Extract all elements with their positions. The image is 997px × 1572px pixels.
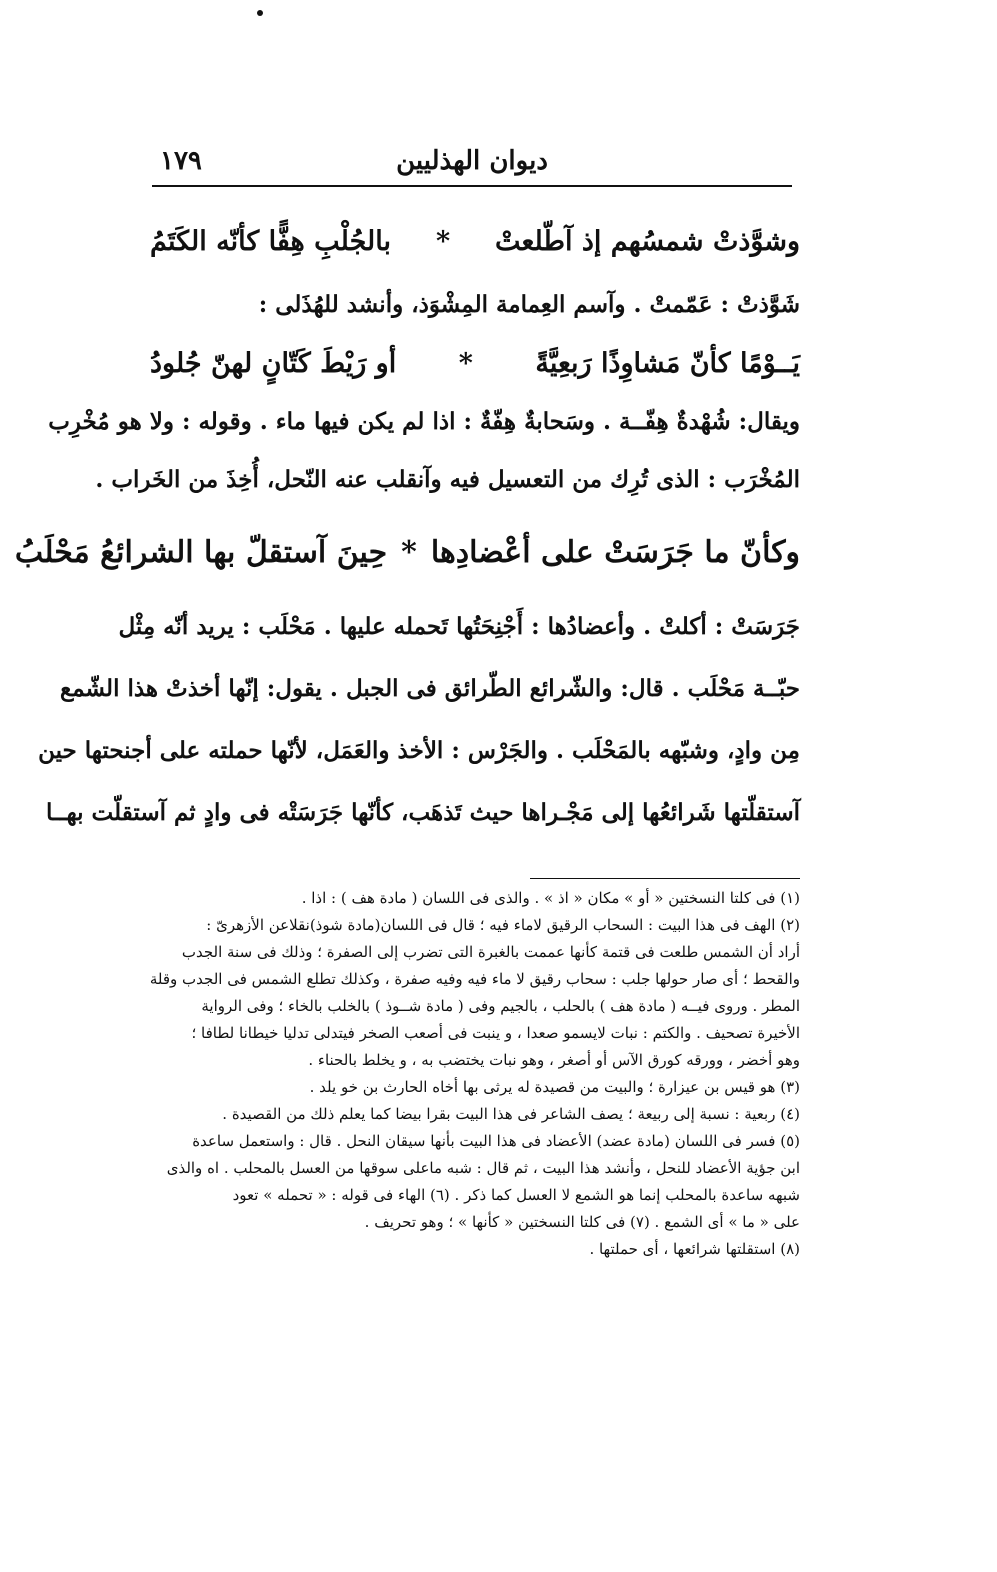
footnotes: [150, 885, 800, 1263]
footnote-line: والقحط ؛ أى صار حولها جلب : سحاب رقيق لا ماء فيه وفيه صفرة ، وكذلك تطلع الشمس فى الجدب وقلة: [149, 970, 800, 988]
footnote-line: المطر . وروى فيــه ( مادة هف ) بالحلب ، بالجيم وفى ( مادة شــوذ ) بالخلب بالخاء ؛ وفى الرواية: [201, 997, 800, 1015]
page-header: [152, 142, 792, 182]
footnote-line: (٣) هو قيس بن عيزارة ؛ والبيت من قصيدة له يرثى بها أخاه الحارث بن خو يلد .: [309, 1078, 800, 1096]
verse-line: [14, 535, 800, 571]
verse-line: [150, 349, 800, 379]
page-number: ١٧٩: [160, 146, 202, 176]
prose-line: جَرَسَتْ : أكلتْ . وأعضادُها : أَجْنِحَتُها تَحمله عليها . مَحْلَب : يريد أنّه مِثْل: [118, 613, 800, 641]
ink-dot: [257, 10, 263, 16]
footnote-line: على « ما » أى الشمع . (٧) فى كلتا النسختين « كأنها » ؛ وهو تحريف .: [364, 1213, 800, 1231]
footnote-line: (٨) استقلتها شرائعها ، أى حملتها .: [589, 1240, 800, 1258]
prose-line: شَوَّذتْ : عَمّمتْ . وآسم العِمامة المِشْوَذ، وأنشد للهُذَلى :: [258, 290, 800, 318]
verse-hemistich-first: وكأنّ ما جَرَسَتْ على أعْضادِها: [430, 535, 800, 571]
main-text: [14, 205, 800, 833]
footnote-line: (٥) فسر فى اللسان (مادة عضد) الأعضاد فى هذا البيت بأنها سيقان النحل . قال : واستعمل ساعدة: [192, 1132, 800, 1150]
verse-hemistich-first: يَــوْمًا كأنّ مَشاوِذًا رَبعِيَّةً: [535, 347, 800, 379]
verse-hemistich-second: حِينَ آستقلّ بها الشرائعُ مَحْلَبُ: [14, 535, 388, 571]
verse-line: [150, 227, 800, 257]
verse-hemistich-first: وشوَّذتْ شمسُهم إذ آطّلعتْ: [495, 226, 800, 257]
prose-line: ويقال: شُهْدةٌ هِفّــة . وسَحابةٌ هِفّةٌ : اذا لم يكن فيها ماء . وقوله : ولا هو مُخْرِب: [48, 408, 800, 436]
footnote-line: الأخيرة تصحيف . والكتم : نبات لايسمو صعدا ، و ينبت فى أصعب الصخر فيتدلى تدليا خيطانا لطافا ؛: [191, 1024, 800, 1042]
verse-separator: *: [435, 226, 451, 257]
footnote-line: (٤) ربعية : نسبة إلى ربيعة ؛ يصف الشاعر فى هذا البيت بقرا بيضا كما يعلم ذلك من القصيدة .: [222, 1105, 800, 1123]
footnote-line: وهو أخضر ، وورقه كورق الآس أو أصغر ، وهو نبات يختضب به ، و يخلط بالحناء .: [308, 1051, 800, 1069]
running-title: ديوان الهذليين: [396, 146, 548, 176]
footnote-line: أراد أن الشمس طلعت فى قتمة كأنها عممت بالغبرة التى تضرب إلى الصفرة ؛ وذلك فى سنة الجدب: [181, 943, 800, 961]
footnote-line: ابن جؤية الأعضاد للنحل ، وأنشد هذا البيت ، ثم قال : شبه ماعلى سوقها من العسل بالمحلب . اه والذى: [166, 1159, 800, 1177]
verse-hemistich-second: بالجُلْبِ هِفًّا كأنّه الكَتَمُ: [150, 226, 392, 257]
footnote-line: (٢) الهف فى هذا البيت : السحاب الرقيق لاماء فيه ؛ قال فى اللسان(مادة شوذ)نقلاعن الأزهرىّ :: [206, 916, 800, 934]
verse-separator: *: [458, 347, 473, 379]
footnote-rule: [530, 878, 800, 879]
header-rule: [152, 185, 792, 187]
footnote-line: (١) فى كلتا النسختين « أو » مكان « اذ » . والذى فى اللسان ( مادة هف ) : اذا .: [301, 889, 800, 907]
prose-line: مِن وادٍ، وشبّهه بالمَحْلَب . والجَرْس : الأخذ والعَمَل، لأنّها حملته على أجنحتها حين: [38, 737, 800, 765]
verse-hemistich-second: أو رَيْطَ كَتّانٍ لهنّ جُلودُ: [150, 347, 397, 379]
footnote-line: شبهه ساعدة بالمحلب إنما هو الشمع لا العسل كما ذكر . (٦) الهاء فى قوله : « تحمله » تعود: [232, 1186, 800, 1204]
verse-separator: *: [401, 535, 417, 571]
prose-line: المُخْرَب : الذى تُرِك من التعسيل فيه وآنقلب عنه النّحل، أُخِذَ من الخَراب .: [95, 466, 800, 494]
prose-line: آستقلّتها شَرائعُها إلى مَجْـراها حيث تَذهَب، كأنّها جَرَسَتْه فى وادٍ ثم آستقلّت بهــا: [46, 799, 800, 827]
prose-line: حبّــة مَحْلَب . قال: والشّرائع الطّرائق فى الجبل . يقول: إنّها أخذتْ هذا الشّمع: [60, 675, 800, 703]
